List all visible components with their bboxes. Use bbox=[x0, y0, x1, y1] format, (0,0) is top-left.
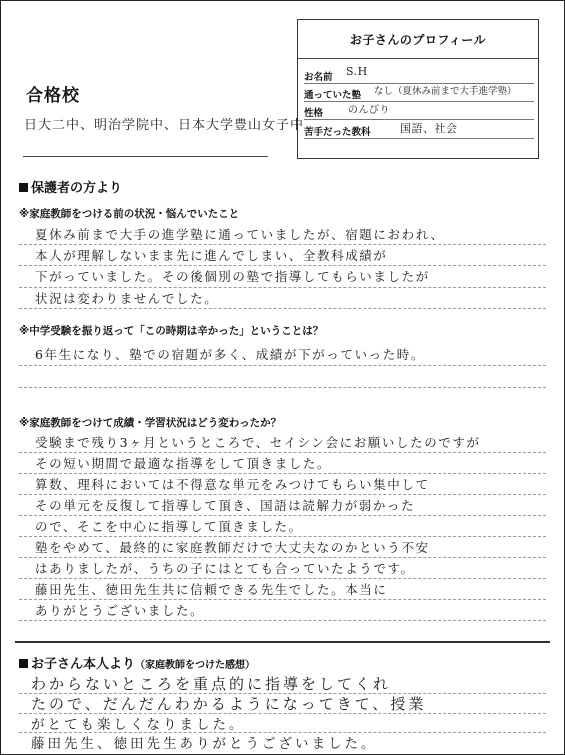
parent-question-2: ※中学受験を振り返って「この時期は辛かった」ということは？ bbox=[19, 325, 324, 337]
parent-answer-1-line-4: 状況は変わりませんでした。 bbox=[35, 291, 219, 306]
profile-row-personality bbox=[304, 102, 534, 120]
parent-answer-3-line-1: 受験まで残り3ヶ月というところで、セイシン会にお願いしたのですが bbox=[35, 435, 481, 450]
profile-value-name: S.H bbox=[346, 65, 368, 78]
child-profile-box bbox=[297, 19, 539, 159]
child-section-subheading: （家庭教師をつけた感想） bbox=[135, 660, 256, 671]
profile-divider bbox=[298, 58, 538, 59]
parent-question-3: ※家庭教師をつけて成績・学習状況はどう変わったか？ bbox=[19, 417, 282, 429]
child-answer-line-3: がとても楽しくなりました。 bbox=[31, 717, 246, 733]
profile-value-juku: なし（夏休み前まで大手進学塾） bbox=[374, 86, 517, 97]
child-section-heading: お子さん本人より（家庭教師をつけた感想） bbox=[19, 653, 255, 672]
profile-value-personality: のんびり bbox=[348, 105, 390, 116]
profile-row-weak-subjects bbox=[304, 121, 534, 139]
child-answer-line-4: 藤田先生、徳田先生ありがとうございました。 bbox=[31, 736, 378, 752]
parent-answer-3-line-5: ので、そこを中心に指導して頂きました。 bbox=[35, 519, 303, 534]
profile-label-weak-subjects: 苦手だった教科 bbox=[304, 127, 371, 138]
accepted-schools-heading: 合格校 bbox=[26, 86, 80, 106]
parent-answer-1-line-3: 下がっていました。その後個別の塾で指導してもらいましたが bbox=[35, 269, 430, 284]
parent-question-1: ※家庭教師をつける前の状況・悩んでいたこと bbox=[19, 208, 240, 220]
profile-title: お子さんのプロフィール bbox=[349, 33, 487, 47]
parent-answer-3-line-3: 算数、理科においては不得意な単元をみつけてもらい集中して bbox=[35, 477, 430, 492]
profile-row-name bbox=[304, 66, 534, 84]
accepted-schools-list: 日大二中、明治学院中、日本大学豊山女子中 bbox=[24, 118, 305, 133]
parent-section-heading: 保護者の方より bbox=[19, 177, 122, 196]
parent-answer-1-line-2: 本人が理解しないまま先に進んでしまい、全教科成績が bbox=[35, 248, 388, 263]
square-bullet-icon bbox=[19, 183, 28, 192]
parent-answer-3-line-9: ありがとうございました。 bbox=[35, 603, 205, 618]
parent-answer-3-line-7: はありましたが、うちの子にはとても合っていたようです。 bbox=[35, 561, 415, 576]
parent-answer-2-line-1: 6年生になり、塾での宿題が多く、成績が下がっていった時。 bbox=[35, 347, 426, 362]
child-answer-line-2: たので、だんだんわかるようになってきて、授業 bbox=[31, 695, 427, 713]
parent-answer-3-line-8: 藤田先生、徳田先生共に信頼できる先生でした。本当に bbox=[35, 582, 388, 597]
profile-row-juku bbox=[304, 84, 534, 102]
profile-value-weak-subjects: 国語、社会 bbox=[400, 122, 458, 135]
profile-label-personality: 性格 bbox=[304, 108, 324, 119]
school-underline bbox=[23, 156, 268, 157]
parent-answer-3-line-6: 塾をやめて、最終的に家庭教師だけで大丈夫なのかという不安 bbox=[35, 540, 430, 555]
section-divider bbox=[15, 641, 550, 643]
parent-answer-3-line-2: その短い期間で最適な指導をして頂きました。 bbox=[35, 456, 332, 471]
child-answer-line-1: わからないところを重点的に指導をしてくれ bbox=[31, 675, 392, 693]
parent-answer-1-line-1: 夏休み前まで大手の進学塾に通っていましたが、宿題におわれ、 bbox=[35, 227, 445, 242]
parent-answer-3-line-4: その単元を反復して指導して頂き、国語は読解力が弱かった bbox=[35, 498, 416, 513]
profile-label-juku: 通っていた塾 bbox=[304, 90, 362, 101]
square-bullet-icon bbox=[19, 659, 28, 668]
profile-label-name: お名前 bbox=[304, 72, 333, 83]
